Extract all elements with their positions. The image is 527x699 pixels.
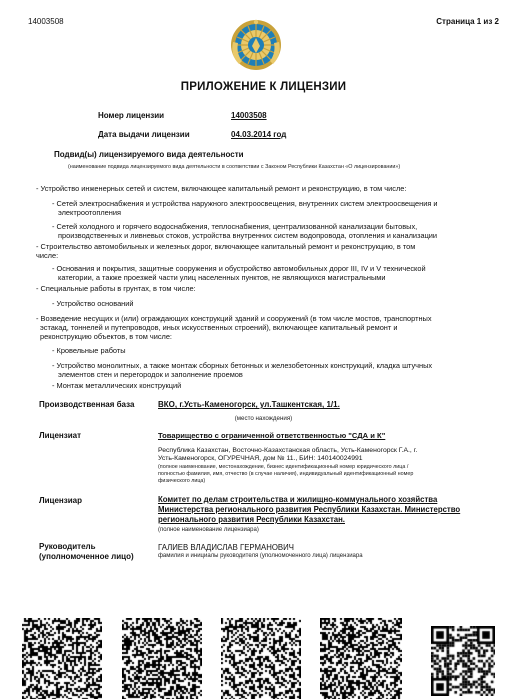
license-date-label: Дата выдачи лицензии	[98, 130, 190, 139]
activity-1-title: - Устройство инженерных сетей и систем, включающее капитальный ремонт и реконструкцию, в том числе:	[36, 184, 407, 193]
license-number-value: 14003508	[231, 111, 267, 120]
licensee-label: Лицензиат	[39, 431, 81, 440]
licensor-name: Комитет по делам строительства и жилищно-коммунального хозяйства Министерства регионального развития Республики Казахстан. Министерство регионального развития Республики Казахстан.	[158, 495, 461, 524]
activity-4-sub-2: - Устройство монолитных, а также монтаж сборных бетонных и железобетонных конструкций, кладка штучных элементов стен и перегородок и заполнение проемов	[52, 361, 433, 379]
license-date-value: 04.03.2014 год	[231, 130, 287, 139]
subtype-note: (наименование подвида лицензируемого вида деятельности в соответствии с Законом Республики Казахстан «О лицензировании»)	[68, 164, 401, 170]
page-indicator: Страница 1 из 2	[436, 17, 499, 26]
head-label: Руководитель (уполномоченное лицо)	[39, 542, 134, 561]
activity-3-title: - Специальные работы в грунтах, в том числе:	[36, 284, 196, 293]
subtype-heading: Подвид(ы) лицензируемого вида деятельности	[54, 150, 244, 159]
activity-3-sub-1: - Устройство оснований	[52, 299, 134, 308]
qr-code-icon	[431, 626, 495, 696]
licensee-address: Республика Казахстан, Восточно-Казахстанская область, Усть-Каменогорск Г.А., г. Усть-Каменогорск, ОГУРЕЧНАЯ, дом № 11., БИН: 140140024991	[158, 447, 418, 462]
activity-2-title: - Строительство автомобильных и железных дорог, включающее капитальный ремонт и реконструкцию, в том числе:	[36, 242, 416, 260]
barcode-4	[320, 618, 402, 699]
licensee-note: (полное наименование, местонахождение, бизнес идентификационный номер юридического лица / полностью фамилия, имя, отчество (в случае наличия), индивидуальный идентификационный номер физического лица)	[158, 464, 414, 484]
barcode-3	[221, 618, 301, 699]
barcode-1	[22, 618, 102, 699]
activity-4-title: - Возведение несущих и (или) ограждающих конструкций зданий и сооружений (в том числе мостов, транспортных эстакад, тоннелей и путепроводов, иных искусственных строений), включающее капитальный ремонт и реконструкцию объектов, в том числе:	[36, 314, 432, 341]
head-note: фамилия и инициалы руководителя (уполномоченного лица) лицензиара	[158, 553, 363, 559]
production-base-value: ВКО, г.Усть-Каменогорск, ул.Ташкентская, 1/1.	[158, 400, 340, 409]
signature-barcodes	[0, 618, 527, 699]
production-base-label: Производственная база	[39, 400, 135, 409]
activity-4-sub-3: - Монтаж металлических конструкций	[52, 381, 182, 390]
page-title: ПРИЛОЖЕНИЕ К ЛИЦЕНЗИИ	[180, 81, 347, 93]
head-name: ГАЛИЕВ ВЛАДИСЛАВ ГЕРМАНОВИЧ	[158, 543, 294, 552]
licensor-label: Лицензиар	[39, 496, 82, 505]
activity-2-sub-1: - Основания и покрытия, защитные сооружения и обустройство автомобильных дорог III, IV и V технической категории, а также проезжей части улиц населенных пунктов, не являющихся магистральными	[52, 264, 426, 282]
activity-4-sub-1: - Кровельные работы	[52, 346, 126, 355]
activity-1-sub-1: - Сетей электроснабжения и устройства наружного электроосвещения, внутренних систем электроосвещения и электроотопления	[52, 199, 438, 217]
kazakhstan-emblem-icon	[229, 18, 283, 72]
barcode-2	[122, 618, 202, 699]
licensee-name: Товарищество с ограниченной ответственностью "СДА и К"	[158, 431, 386, 440]
production-base-note: (место нахождения)	[234, 415, 293, 422]
activity-1-sub-2: - Сетей холодного и горячего водоснабжения, теплоснабжения, централизованной канализации бытовых, производственных и ливневых стоков, устройства внутренних систем водопровода, отопления и канализации	[52, 222, 438, 240]
licensor-note: (полное наименование лицензиара)	[158, 527, 259, 533]
license-number-label: Номер лицензии	[98, 111, 165, 120]
doc-number: 14003508	[28, 17, 64, 26]
